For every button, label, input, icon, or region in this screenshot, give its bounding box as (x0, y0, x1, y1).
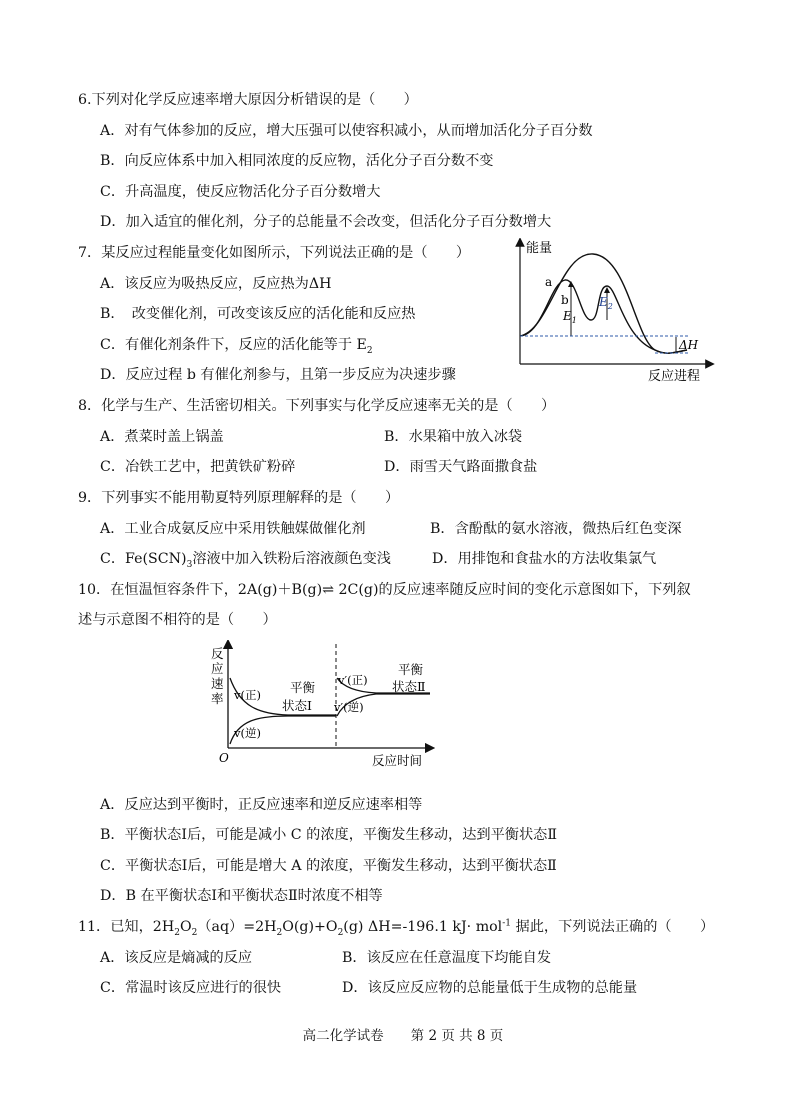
energy-y-label: 能量 (526, 241, 553, 256)
energy-diagram (505, 238, 720, 386)
rate-time-diagram (208, 640, 440, 770)
label-state1-line2: 状态Ⅰ (282, 698, 312, 713)
label-v-forward: v(正) (234, 688, 261, 702)
rate-y-label-3: 速 (211, 676, 224, 691)
q10-option-c: C．平衡状态Ⅰ后，可能是增大 A 的浓度，平衡发生移动，达到平衡状态Ⅱ (100, 858, 557, 874)
q11-option-d: D．该反应反应物的总能量低于生成物的总能量 (342, 980, 638, 996)
q9-option-a: A．工业合成氨反应中采用铁触媒做催化剂 (100, 521, 366, 537)
label-state2-line2: 状态Ⅱ (392, 679, 426, 694)
q7-stem: 7．某反应过程能量变化如图所示，下列说法正确的是（ ） (78, 245, 471, 261)
q8-option-c: C．冶铁工艺中，把黄铁矿粉碎 (100, 459, 296, 475)
q10-stem-line1: 10．在恒温恒容条件下，2A(g)＋B(g)⇌ 2C(g)的反应速率随反应时间的变化示意图如下，下列叙 (78, 582, 691, 598)
label-v2-forward: v′(正) (338, 673, 368, 687)
q7-option-d: D．反应过程 b 有催化剂参与，且第一步反应为决速步骤 (100, 367, 456, 383)
q6-stem: 6.下列对化学反应速率增大原因分析错误的是（ ） (78, 92, 418, 108)
curve-a-label: a (545, 275, 553, 289)
q6-option-d: D．加入适宜的催化剂，分子的总能量不会改变，但活化分子百分数增大 (100, 214, 552, 230)
page-footer: 高二化学试卷 第 2 页 共 8 页 (302, 1028, 504, 1044)
q6-option-b: B．向反应体系中加入相同浓度的反应物，活化分子百分数不变 (100, 153, 494, 169)
e1-label: $E_1$ (563, 309, 577, 325)
q11-option-b: B．该反应在任意温度下均能自发 (342, 950, 552, 966)
q7-option-a: A．该反应为吸热反应，反应热为ΔH (100, 276, 332, 292)
q9-option-c: C．$Fe(SCN)_3$溶液中加入铁粉后溶液颜色变浅 (100, 551, 391, 570)
q9-stem: 9．下列事实不能用勒夏特列原理解释的是（ ） (78, 490, 400, 506)
rate-x-label: 反应时间 (372, 753, 423, 768)
q11-option-c: C．常温时该反应进行的很快 (100, 980, 282, 996)
rate-y-label-4: 率 (211, 691, 224, 706)
curve-b (520, 280, 687, 353)
q7-option-c: C．有催化剂条件下，反应的活化能等于 $E_2$ (100, 337, 373, 356)
q8-option-b: B．水果箱中放入冰袋 (384, 429, 523, 445)
q10-option-b: B．平衡状态Ⅰ后，可能是减小 C 的浓度，平衡发生移动，达到平衡状态Ⅱ (100, 827, 557, 843)
q8-stem: 8．化学与生产、生活密切相关。下列事实与化学反应速率无关的是（ ） (78, 398, 556, 414)
q10-option-a: A．反应达到平衡时，正反应速率和逆反应速率相等 (100, 797, 423, 813)
label-state1-line1: 平衡 (290, 680, 316, 695)
label-state2-line1: 平衡 (398, 662, 424, 677)
q6-option-c: C．升高温度，使反应物活化分子百分数增大 (100, 184, 381, 200)
rate-origin: O (219, 751, 229, 765)
q11-stem: 11．已知，$2H_2O_2(aq)=2H_2O(g)+O_2(g)$ ΔH=-196.1 kJ· mol$^{-1}$ 据此，下列说法正确的（ ） (78, 918, 715, 938)
q6-option-a: A．对有气体参加的反应，增大压强可以使容积减小，从而增加活化分子百分数 (100, 123, 593, 139)
label-v-reverse: v(逆) (234, 726, 261, 740)
energy-x-label: 反应进程 (648, 369, 701, 384)
e2-label: $E_2$ (599, 295, 613, 311)
rate-y-label-2: 应 (211, 661, 224, 676)
q8-option-d: D．雨雪天气路面撒食盐 (384, 459, 538, 475)
q9-option-d: D．用排饱和食盐水的方法收集氯气 (432, 551, 657, 567)
curve-b-label: b (561, 293, 569, 307)
q10-stem-line2: 述与示意图不相符的是（ ） (78, 612, 277, 628)
q8-option-a: A．煮菜时盖上锅盖 (100, 429, 224, 445)
q7-option-b: B． 改变催化剂，可改变该反应的活化能和反应热 (100, 306, 416, 322)
rate-y-label-1: 反 (211, 646, 224, 661)
q10-option-d: D．B 在平衡状态Ⅰ和平衡状态Ⅱ时浓度不相等 (100, 888, 383, 904)
label-v2-reverse: v′(逆) (334, 700, 364, 714)
q11-option-a: A．该反应是熵减的反应 (100, 950, 253, 966)
q9-option-b: B．含酚酞的氨水溶液，微热后红色变深 (430, 521, 682, 537)
dh-label: ΔH (679, 338, 699, 352)
